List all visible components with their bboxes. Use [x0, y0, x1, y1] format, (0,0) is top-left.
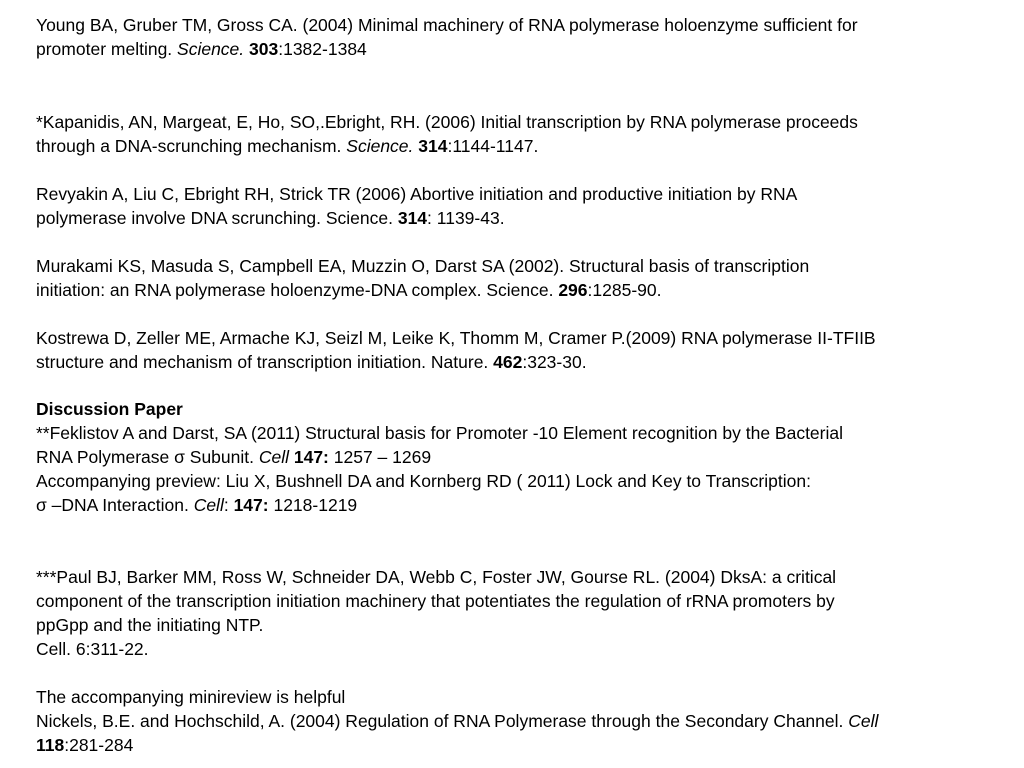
separator: :: [223, 495, 234, 515]
reference-text: σ –DNA Interaction.: [36, 495, 194, 515]
journal-pages: :1382-1384: [278, 39, 367, 59]
reference-text: through a DNA-scrunching mechanism.: [36, 136, 347, 156]
journal-volume: 147:: [289, 447, 329, 467]
reference-young: [36, 13, 1011, 61]
reference-text: RNA Polymerase σ Subunit.: [36, 447, 259, 467]
reference-line: [36, 709, 1011, 733]
reference-text: polymerase involve DNA scrunching. Science.: [36, 208, 398, 228]
journal-volume: 147:: [233, 495, 269, 515]
journal-name: Science.: [177, 39, 245, 59]
journal-volume: 303: [249, 39, 279, 59]
reference-line: [36, 206, 1011, 230]
journal-name: Cell: [848, 711, 879, 731]
reference-line: *Kapanidis, AN, Margeat, E, Ho, SO,.Ebright, RH. (2006) Initial transcription by RNA polymerase proceeds: [36, 112, 858, 132]
reference-line: **Feklistov A and Darst, SA (2011) Structural basis for Promoter -10 Element recognition by the Bacterial: [36, 423, 843, 443]
reference-text: Nickels, B.E. and Hochschild, A. (2004) Regulation of RNA Polymerase through the Secondary Channel.: [36, 711, 849, 731]
reference-line: [36, 350, 1011, 374]
reference-kapanidis: [36, 110, 1011, 158]
journal-name: Cell: [193, 495, 224, 515]
reference-line: [36, 445, 1011, 469]
reference-text: structure and mechanism of transcription initiation. Nature.: [36, 352, 494, 372]
reference-revyakin: [36, 182, 1011, 230]
journal-name: Cell: [258, 447, 289, 467]
journal-volume: 462: [493, 352, 523, 372]
reference-line: Cell. 6:311-22.: [36, 639, 149, 659]
journal-pages: 1218-1219: [268, 495, 358, 515]
reference-line: [36, 733, 1011, 757]
journal-pages: :323-30.: [522, 352, 587, 372]
reference-line: component of the transcription initiation machinery that potentiates the regulation of rRNA promoters by: [36, 591, 835, 611]
discussion-heading: Discussion Paper: [36, 399, 183, 419]
reference-kostrewa: [36, 326, 1011, 374]
journal-volume: 314: [397, 208, 428, 228]
journal-pages: :1144-1147.: [447, 136, 539, 156]
reference-paul: [36, 565, 1011, 661]
journal-volume: 296: [558, 280, 588, 300]
reference-line: ppGpp and the initiating NTP.: [36, 615, 264, 635]
reference-line: [36, 37, 1011, 61]
reference-text: promoter melting.: [36, 39, 178, 59]
minireview-section: [36, 685, 1011, 757]
reference-line: Kostrewa D, Zeller ME, Armache KJ, Seizl M, Leike K, Thomm M, Cramer P.(2009) RNA polymerase II-TFIIB: [36, 328, 876, 348]
reference-text: initiation: an RNA polymerase holoenzyme-DNA complex. Science.: [36, 280, 559, 300]
reference-line: Accompanying preview: Liu X, Bushnell DA and Kornberg RD ( 2011) Lock and Key to Transcription:: [36, 471, 811, 491]
journal-pages: : 1139-43.: [427, 208, 505, 228]
journal-volume: 118: [36, 735, 65, 755]
reference-line: Murakami KS, Masuda S, Campbell EA, Muzzin O, Darst SA (2002). Structural basis of transcription: [36, 256, 810, 276]
minireview-intro: The accompanying minireview is helpful: [36, 687, 346, 707]
journal-volume: 314: [418, 136, 448, 156]
reference-line: Young BA, Gruber TM, Gross CA. (2004) Minimal machinery of RNA polymerase holoenzyme sufficient for: [36, 15, 858, 35]
reference-line: [36, 278, 1011, 302]
reference-line: ***Paul BJ, Barker MM, Ross W, Schneider DA, Webb C, Foster JW, Gourse RL. (2004) DksA: a critical: [36, 567, 837, 587]
journal-pages: :1285-90.: [587, 280, 662, 300]
discussion-section: [36, 397, 1011, 517]
journal-pages: 1257 – 1269: [328, 447, 432, 467]
reference-murakami: [36, 254, 1011, 302]
journal-name: Science.: [346, 136, 414, 156]
reference-line: [36, 493, 1011, 517]
reference-line: Revyakin A, Liu C, Ebright RH, Strick TR (2006) Abortive initiation and productive initiation by RNA: [36, 184, 798, 204]
reference-line: [36, 134, 1011, 158]
journal-pages: :281-284: [64, 735, 134, 755]
